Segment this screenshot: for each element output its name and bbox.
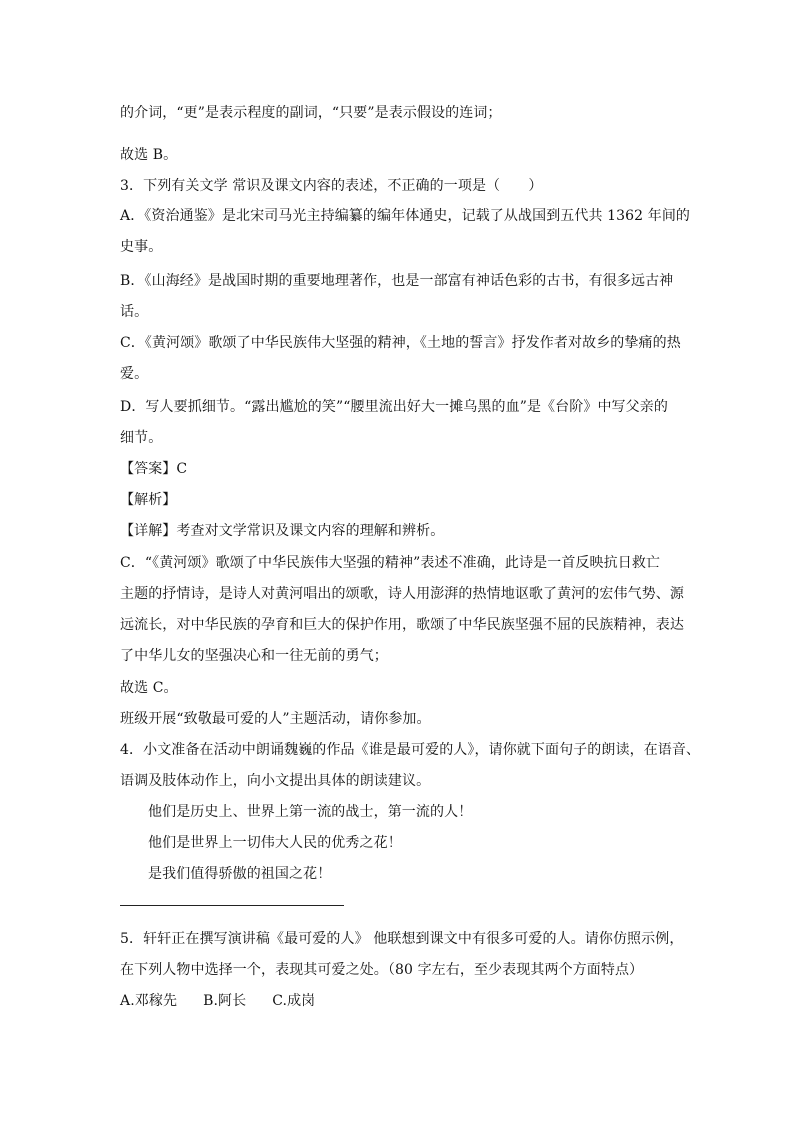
question-3-option-d-line-2: 细节。 bbox=[120, 430, 163, 446]
question-4-stem-line-2: 语调及肢体动作上，向小文提出具体的朗读建议。 bbox=[120, 773, 431, 789]
question-5-option-b: B.阿长 bbox=[203, 993, 247, 1009]
question-3-option-a-line-1: A．《资治通鉴》是北宋司马光主持编纂的编年体通史，记载了从战国到五代共 1362 年间的 bbox=[120, 208, 691, 224]
answer-blank-line bbox=[120, 905, 344, 906]
question-5-option-c: C.成岗 bbox=[272, 993, 316, 1009]
question-5-stem-line-1: 5．轩轩正在撰写演讲稿《最可爱的人》 他联想到课文中有很多可爱的人。请你仿照示例， bbox=[120, 931, 684, 947]
analysis-heading: 【解析】 bbox=[120, 492, 177, 508]
analysis-line-2: 主题的抒情诗，是诗人对黄河唱出的颂歌，诗人用澎湃的热情地讴歌了黄河的宏伟气势、源 bbox=[120, 586, 684, 602]
question-5-option-a: A.邓稼先 bbox=[120, 993, 178, 1009]
analysis-line-1: C．“《黄河颂》歌颂了中华民族伟大坚强的精神”表述不准确，此诗是一首反映抗日救亡 bbox=[120, 555, 661, 571]
intro-line-2: 故选 B。 bbox=[120, 147, 178, 163]
answer-label: 【答案】C bbox=[120, 461, 188, 477]
analysis-line-4: 了中华儿女的坚强决心和一往无前的勇气； bbox=[120, 648, 388, 664]
question-3-option-b-line-2: 话。 bbox=[120, 304, 149, 320]
question-3-option-b-line-1: B．《山海经》是战国时期的重要地理著作，也是一部富有神话色彩的古书，有很多远古神 bbox=[120, 273, 674, 289]
question-4-quote-1: 他们是历史上、世界上第一流的战士，第一流的人！ bbox=[148, 804, 473, 820]
question-4-quote-2: 他们是世界上一切伟大人民的优秀之花！ bbox=[148, 835, 402, 851]
question-3-option-c-line-1: C．《黄河颂》歌颂了中华民族伟大坚强的精神，《土地的誓言》抒发作者对故乡的挚痛的热 bbox=[120, 335, 681, 351]
detail-line: 【详解】考查对文学常识及课文内容的理解和辨析。 bbox=[120, 523, 445, 539]
question-5-options bbox=[120, 991, 315, 1011]
question-3-option-a-line-2: 史事。 bbox=[120, 239, 163, 255]
question-5-stem-line-2: 在下列人物中选择一个，表现其可爱之处。（80 字左右，至少表现其两个方面特点） bbox=[120, 962, 644, 978]
activity-intro: 班级开展“致敬最可爱的人”主题活动，请你参加。 bbox=[120, 711, 431, 727]
question-3-option-c-line-2: 爱。 bbox=[120, 366, 149, 382]
question-4-quote-3: 是我们值得骄傲的祖国之花！ bbox=[148, 866, 332, 882]
choose-c-line: 故选 C。 bbox=[120, 680, 178, 696]
question-3-option-d-line-1: D．写人要抓细节。“露出尴尬的笑”“腰里流出好大一摊乌黑的血”是《台阶》中写父亲的 bbox=[120, 399, 668, 415]
question-4-stem-line-1: 4．小文准备在活动中朗诵魏巍的作品《谁是最可爱的人》，请你就下面句子的朗读，在语音、 bbox=[120, 742, 701, 758]
analysis-line-3: 远流长，对中华民族的孕育和巨大的保护作用，歌颂了中华民族坚强不屈的民族精神，表达 bbox=[120, 617, 684, 633]
intro-line-1: 的介词，“更”是表示程度的副词，“只要”是表示假设的连词； bbox=[120, 105, 502, 121]
question-3-stem: 3．下列有关文学 常识及课文内容的表述，不正确的一项是（ ） bbox=[120, 178, 543, 194]
